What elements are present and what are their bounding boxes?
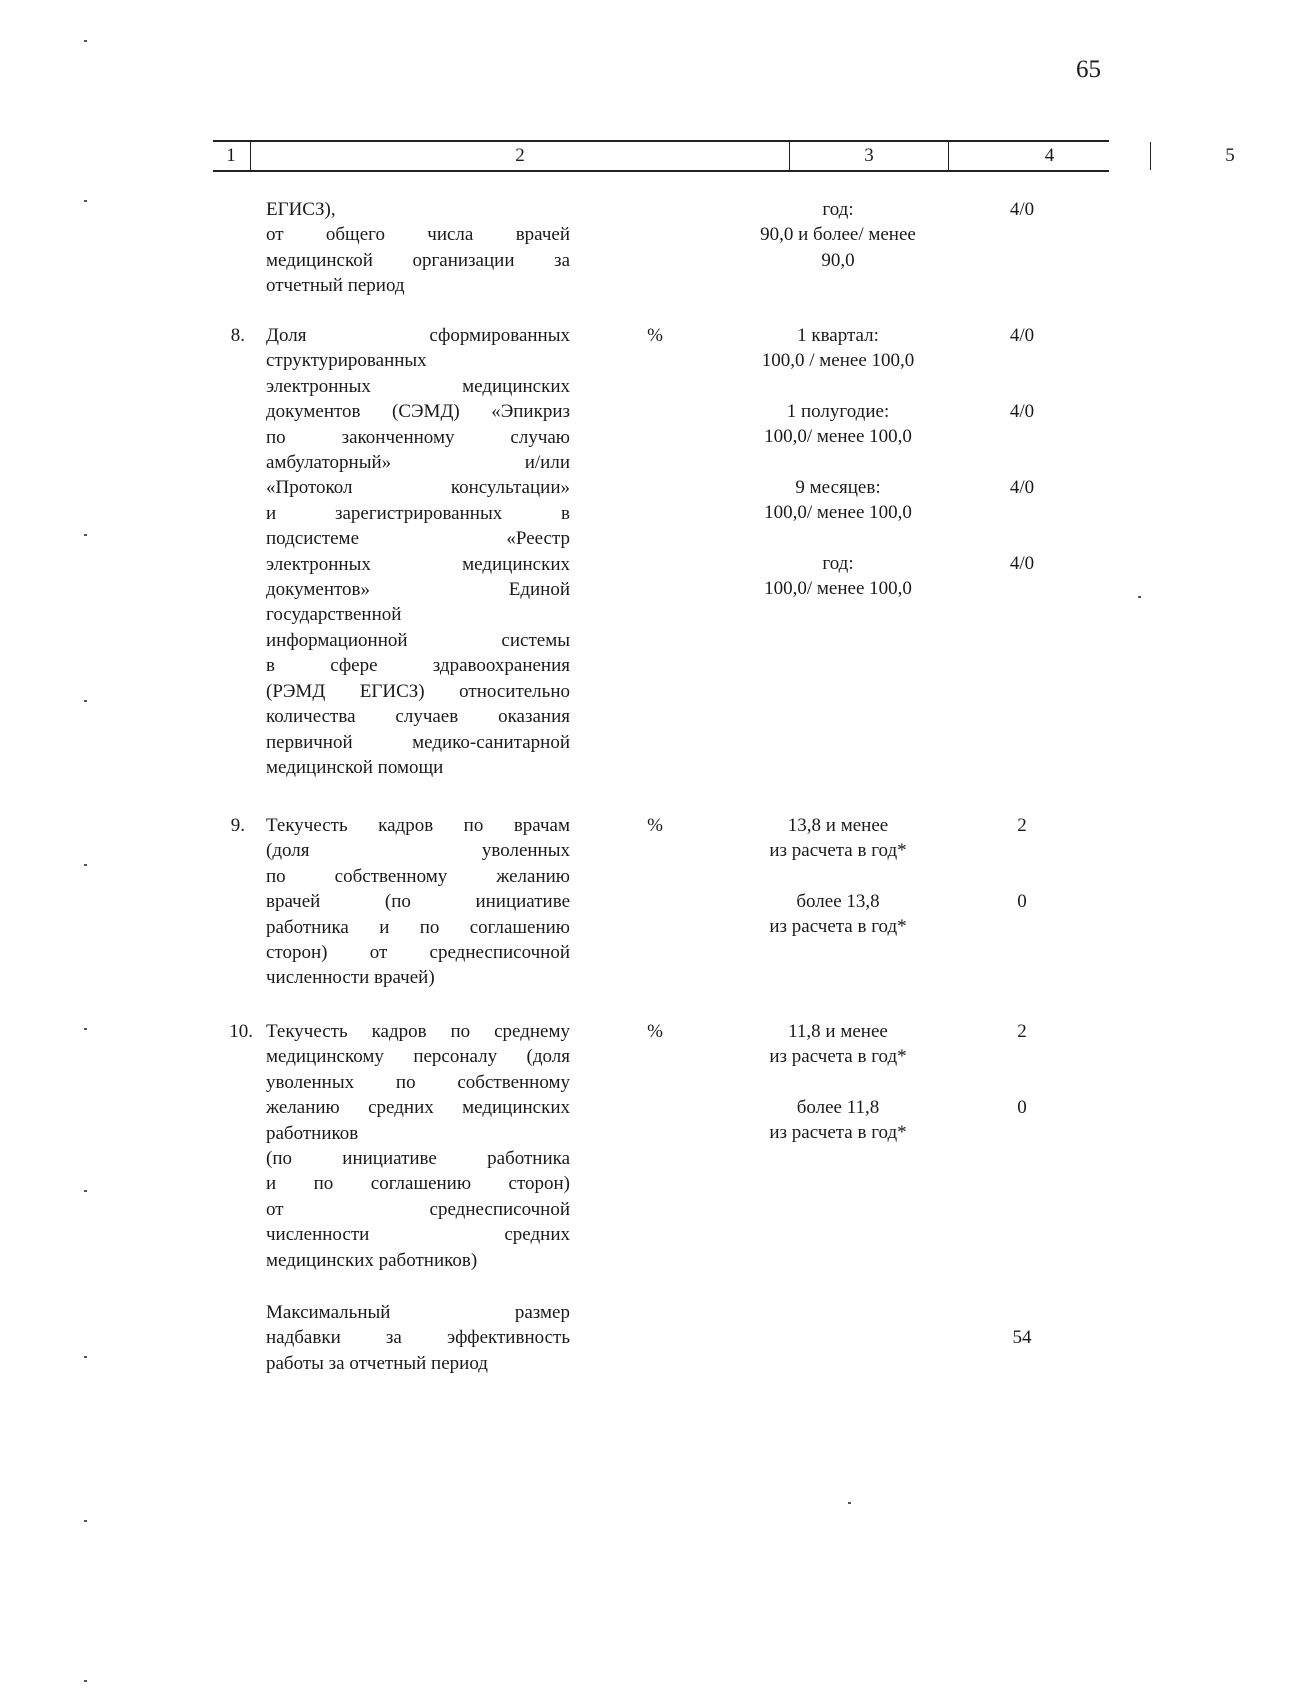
criterion-line: из расчета в год* xyxy=(769,840,907,862)
criterion xyxy=(713,1095,963,1146)
scan-speck xyxy=(84,700,87,702)
criterion-line: год: xyxy=(822,553,854,574)
text-line: документов (СЭМД) «Эпикриз xyxy=(266,401,570,423)
scan-speck xyxy=(84,864,87,866)
scan-speck xyxy=(84,1356,87,1358)
criterion-line: 1 квартал: xyxy=(797,325,879,346)
scan-speck xyxy=(84,1028,87,1030)
row-number: 8. xyxy=(230,325,245,346)
text-line: электронных медицинских xyxy=(266,375,570,397)
row-number: 10. xyxy=(229,1021,253,1042)
criterion-line: из расчета в год* xyxy=(769,1046,907,1068)
criterion-line: из расчета в год* xyxy=(769,1122,907,1144)
text-line: сторон) от среднесписочной xyxy=(266,942,570,964)
scan-speck xyxy=(84,1680,87,1682)
criterion-line: 13,8 и менее xyxy=(787,815,889,836)
row-number: 9. xyxy=(230,815,245,836)
text-line: в сфере здравоохранения xyxy=(266,655,570,677)
text-line: Доля сформированных xyxy=(266,325,570,346)
criterion xyxy=(713,399,963,450)
text-line: надбавки за эффективность xyxy=(266,1327,570,1349)
row-text xyxy=(266,813,570,991)
criterion-line: 100,0 / менее 100,0 xyxy=(761,350,915,372)
scan-speck xyxy=(84,40,87,42)
criterion-line: из расчета в год* xyxy=(769,916,907,938)
text-line: от общего числа врачей xyxy=(266,224,570,246)
criterion-line: 9 месяцев: xyxy=(795,477,881,498)
criterion xyxy=(713,323,963,374)
points: 4/0 xyxy=(1009,325,1035,346)
text-line: подсистеме «Реестр xyxy=(266,528,570,550)
text-line: медицинских работников) xyxy=(266,1249,478,1271)
criterion-line: более 11,8 xyxy=(796,1097,880,1118)
text-line: ЕГИСЗ), xyxy=(266,199,336,220)
text-line: по законченному случаю xyxy=(266,426,570,448)
unit: % xyxy=(647,325,663,346)
text-line: (доля уволенных xyxy=(266,840,570,862)
points: 2 xyxy=(1017,1021,1027,1042)
criterion xyxy=(713,889,963,940)
row-text xyxy=(266,1019,570,1273)
criterion-line: год: xyxy=(822,199,854,220)
scan-speck xyxy=(84,534,87,536)
header-col-4: 4 xyxy=(1044,145,1055,166)
points: 4/0 xyxy=(1009,553,1035,574)
criterion xyxy=(713,813,963,864)
points: 4/0 xyxy=(1009,199,1035,220)
text-line: государственной xyxy=(266,604,402,626)
criterion xyxy=(713,551,963,602)
text-line: структурированных xyxy=(266,350,427,372)
text-line: количества случаев оказания xyxy=(266,706,570,728)
text-line: информационной системы xyxy=(266,629,570,651)
text-line: от среднесписочной xyxy=(266,1198,570,1220)
criterion-line: 100,0/ менее 100,0 xyxy=(764,578,912,600)
text-line: численности врачей) xyxy=(266,967,435,989)
text-line: по собственному желанию xyxy=(266,865,570,887)
header-col-2: 2 xyxy=(515,145,525,166)
unit: % xyxy=(647,1021,663,1042)
points: 54 xyxy=(1012,1327,1032,1348)
page-number: 65 xyxy=(1076,56,1101,83)
text-line: Текучесть кадров по среднему xyxy=(266,1021,570,1042)
criterion-line: более 13,8 xyxy=(796,891,880,912)
criterion-line: 90,0 и более/ менее xyxy=(760,224,916,246)
header-col-1: 1 xyxy=(226,145,236,166)
points: 2 xyxy=(1017,815,1027,836)
criterion xyxy=(713,1019,963,1070)
unit: % xyxy=(647,815,663,836)
points: 0 xyxy=(1017,891,1027,912)
text-line: электронных медицинских xyxy=(266,553,570,575)
criterion-line: 90,0 xyxy=(821,249,855,271)
scan-speck xyxy=(848,1502,851,1504)
text-line: (РЭМД ЕГИСЗ) относительно xyxy=(266,680,570,702)
text-line: численности средних xyxy=(266,1224,570,1246)
text-line: и зарегистрированных в xyxy=(266,502,570,524)
header-col-3: 3 xyxy=(864,145,874,166)
text-line: врачей (по инициативе xyxy=(266,891,570,913)
text-line: «Протокол консультации» xyxy=(266,477,570,499)
header-col-5: 5 xyxy=(1225,145,1235,166)
text-line: медицинской помощи xyxy=(266,756,444,778)
text-line: амбулаторный» и/или xyxy=(266,452,570,474)
criterion-line: 100,0/ менее 100,0 xyxy=(764,502,912,524)
table-header xyxy=(213,140,1235,172)
text-line: документов» Единой xyxy=(266,579,570,601)
text-line: Максимальный размер xyxy=(266,1302,570,1323)
text-line: уволенных по собственному xyxy=(266,1071,570,1093)
criterion xyxy=(713,475,963,526)
text-line: работы за отчетный период xyxy=(266,1352,488,1374)
text-line: работника и по соглашению xyxy=(266,916,570,938)
criterion xyxy=(713,197,963,273)
text-line: Текучесть кадров по врачам xyxy=(266,815,570,836)
criterion-line: 11,8 и менее xyxy=(788,1021,888,1042)
text-line: отчетный период xyxy=(266,275,405,297)
text-line: первичной медико-санитарной xyxy=(266,731,570,753)
text-line: и по соглашению сторон) xyxy=(266,1173,570,1195)
text-line: медицинской организации за xyxy=(266,249,570,271)
scan-speck xyxy=(84,200,87,202)
text-line: медицинскому персоналу (доля xyxy=(266,1046,570,1068)
scan-speck xyxy=(84,1190,87,1192)
row-text xyxy=(266,1300,570,1376)
text-line: работников xyxy=(266,1122,359,1144)
text-line: (по инициативе работника xyxy=(266,1148,570,1170)
criterion-line: 1 полугодие: xyxy=(786,401,890,422)
row-text xyxy=(266,197,570,299)
points: 4/0 xyxy=(1009,401,1035,422)
text-line: желанию средних медицинских xyxy=(266,1097,570,1119)
scan-speck xyxy=(84,1520,87,1522)
points: 0 xyxy=(1017,1097,1027,1118)
scan-speck xyxy=(1138,596,1141,598)
row-text xyxy=(266,323,570,780)
criterion-line: 100,0/ менее 100,0 xyxy=(764,426,912,448)
points: 4/0 xyxy=(1009,477,1035,498)
